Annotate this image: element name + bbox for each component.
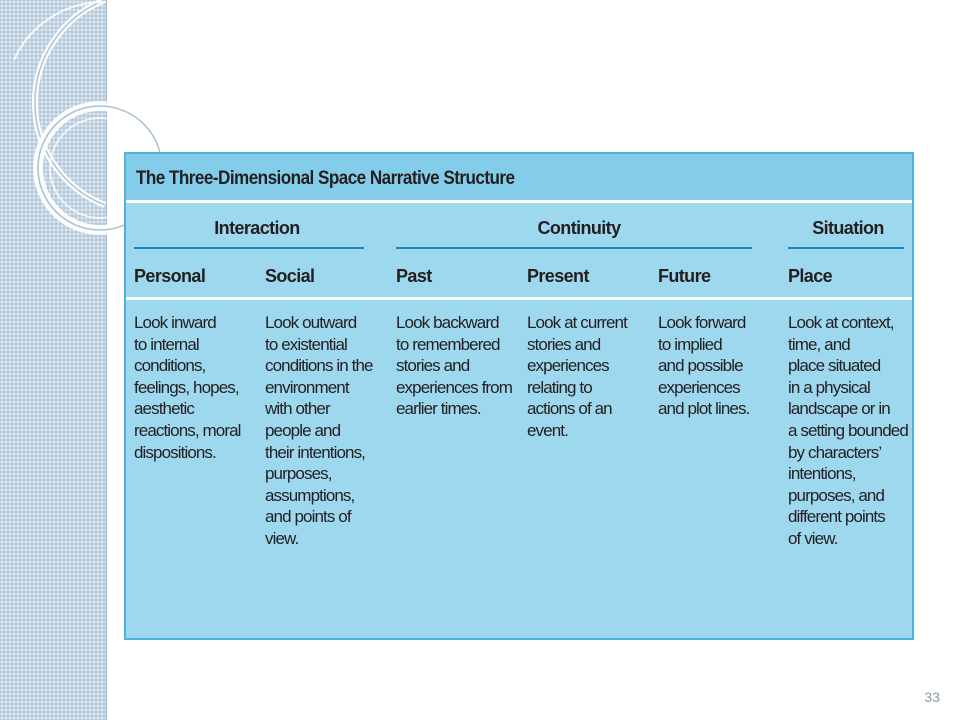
column-header-personal: Personal xyxy=(134,266,206,286)
cell-present: Look at current stories and experiences relating to actions of an event. xyxy=(527,313,627,440)
column-header-social: Social xyxy=(265,266,315,286)
table-title: The Three-Dimensional Space Narrative Structure xyxy=(136,168,515,189)
column-header-present: Present xyxy=(527,266,589,286)
group-continuity-rule xyxy=(396,247,752,249)
cell-future: Look forward to implied and possible experiences and plot lines. xyxy=(658,313,750,419)
column-header-future: Future xyxy=(658,266,711,286)
cell-place: Look at context, time, and place situated in a physical landscape or in a setting bounded by characters’ intentions, purposes, and different points of view. xyxy=(788,313,908,548)
group-situation-rule xyxy=(788,247,904,249)
cell-personal: Look inward to internal conditions, feelings, hopes, aesthetic reactions, moral dispositions. xyxy=(134,313,241,462)
cell-past: Look backward to remembered stories and experiences from earlier times. xyxy=(396,313,512,419)
group-continuity: Continuity xyxy=(537,218,621,238)
group-interaction: Interaction xyxy=(214,218,300,238)
header-separator xyxy=(126,297,912,300)
narrative-structure-table xyxy=(124,152,914,640)
column-header-place: Place xyxy=(788,266,833,286)
cell-social: Look outward to existential conditions in the environment with other people and their intentions, purposes, assumptions, and points of view. xyxy=(265,313,373,548)
page-number: 33 xyxy=(924,689,940,705)
table-title-bar xyxy=(126,154,912,203)
group-situation: Situation xyxy=(812,218,884,238)
group-interaction-rule xyxy=(134,247,364,249)
column-header-past: Past xyxy=(396,266,432,286)
